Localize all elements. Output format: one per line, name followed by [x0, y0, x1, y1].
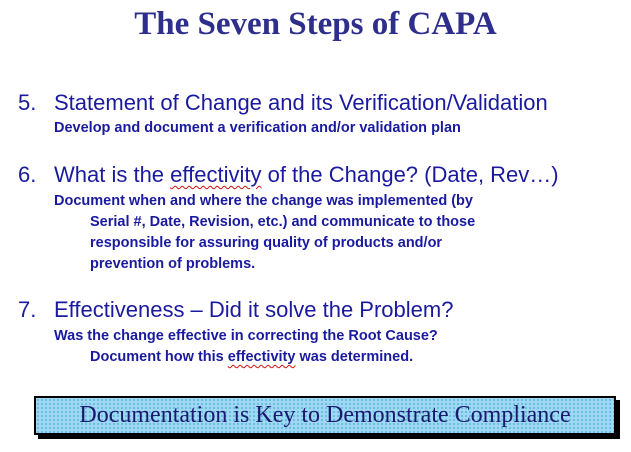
- step-5-number: 5.: [18, 90, 37, 115]
- step-6-detail-line: Document when and where the change was implemented (by: [54, 193, 473, 209]
- step-7-detail-after: was determined.: [295, 349, 414, 365]
- step-7-detail-line: Was the change effective in correcting the Root Cause?: [54, 328, 438, 344]
- step-6-detail-line: responsible for assuring quality of products and/or: [90, 235, 443, 251]
- step-6-heading-before: What is the: [54, 162, 171, 187]
- step-5-heading: [18, 90, 548, 116]
- step-7-detail-line: [54, 347, 438, 368]
- step-6-detail-line: prevention of problems.: [90, 256, 256, 272]
- step-7-detail: [54, 326, 438, 368]
- step-6-detail: [54, 191, 475, 275]
- spelling-flag-effectivity: effectivity: [170, 162, 262, 187]
- compliance-banner: Documentation is Key to Demonstrate Compliance: [34, 396, 616, 435]
- step-7-detail-before: Document how this: [90, 349, 228, 365]
- step-6-detail-line: Serial #, Date, Revision, etc.) and communicate to those: [90, 214, 476, 230]
- step-6-heading-after: of the Change? (Date, Rev…): [261, 162, 559, 187]
- slide-title: The Seven Steps of CAPA: [134, 6, 497, 42]
- step-5-heading-text: Statement of Change and its Verification/Validation: [54, 90, 548, 115]
- step-7-heading-text: Effectiveness – Did it solve the Problem?: [54, 297, 454, 322]
- step-6-number: 6.: [18, 162, 37, 187]
- step-7-number: 7.: [18, 297, 37, 322]
- step-7-heading: [18, 297, 453, 323]
- step-6-heading: [18, 162, 559, 188]
- spelling-flag-effectivity: effectivity: [227, 349, 296, 365]
- step-5-detail: [54, 118, 461, 139]
- step-5-detail-line: Develop and document a verification and/or validation plan: [54, 120, 461, 136]
